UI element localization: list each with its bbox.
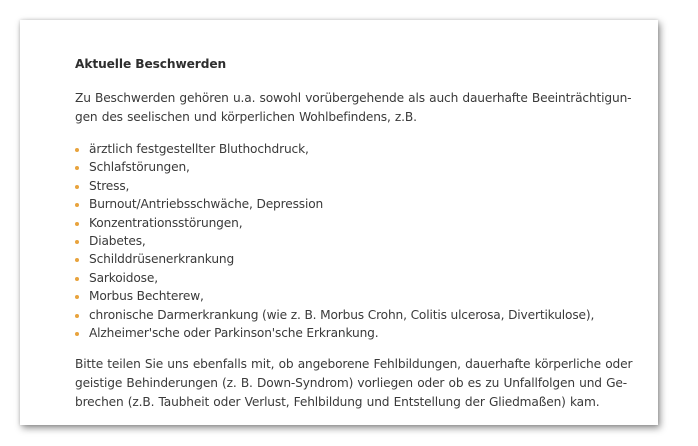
list-item-text: Burnout/Antriebsschwäche, Depression (89, 197, 324, 212)
list-item (75, 324, 618, 342)
closing-line: brechen (z.B. Taubheit oder Verlust, Fehlbildung und Entstellung der Gliedmaßen) kam. (75, 395, 600, 410)
bullet-icon (75, 332, 79, 336)
list-item (75, 214, 618, 232)
list-item (75, 177, 618, 195)
list-item (75, 287, 618, 305)
list-item-text: Diabetes, (89, 234, 146, 249)
bullet-icon (75, 314, 79, 318)
list-item-text: Morbus Bechterew, (89, 289, 204, 304)
list-item (75, 140, 618, 158)
intro-paragraph (75, 89, 632, 127)
list-item-text: chronische Darmerkrankung (wie z. B. Morbus Crohn, Colitis ulcerosa, Divertikulose), (89, 307, 595, 322)
bullet-icon (75, 258, 79, 262)
closing-line: geistige Behinderungen (z. B. Down-Syndrom) vorliegen oder ob es zu Unfallfolgen und Ge- (75, 376, 627, 391)
list-item (75, 195, 618, 213)
list-item (75, 306, 618, 324)
bullet-icon (75, 222, 79, 226)
list-item-text: Alzheimer'sche oder Parkinson'sche Erkrankung. (89, 326, 379, 341)
bullet-icon (75, 240, 79, 244)
closing-paragraph (75, 355, 633, 412)
list-item (75, 158, 618, 176)
bullet-icon (75, 185, 79, 189)
list-item-text: Schlafstörungen, (89, 160, 190, 175)
bullet-icon (75, 277, 79, 281)
list-item-text: Schilddrüsenerkrankung (89, 252, 235, 267)
list-item-text: Stress, (89, 178, 130, 193)
list-item (75, 269, 618, 287)
list-item (75, 232, 618, 250)
bullet-icon (75, 203, 79, 207)
closing-line: Bitte teilen Sie uns ebenfalls mit, ob angeborene Fehlbildungen, dauerhafte körperliche oder (75, 357, 633, 372)
list-item-text: ärztlich festgestellter Bluthochdruck, (89, 142, 309, 156)
list-item-text: Konzentrationsstörungen, (89, 215, 243, 230)
section-title: Aktuelle Beschwerden (75, 57, 227, 71)
intro-line: gen des seelischen und körperlichen Wohlbefindens, z.B. (75, 110, 417, 124)
list-item (75, 250, 618, 268)
bullet-icon (75, 295, 79, 299)
intro-line: Zu Beschwerden gehören u.a. sowohl vorübergehende als auch dauerhafte Beeinträchtigun- (75, 91, 632, 105)
complaints-list (75, 140, 618, 342)
list-item-text: Sarkoidose, (89, 270, 158, 285)
document-card (20, 20, 658, 425)
bullet-icon (75, 166, 79, 170)
bullet-icon (75, 148, 79, 152)
